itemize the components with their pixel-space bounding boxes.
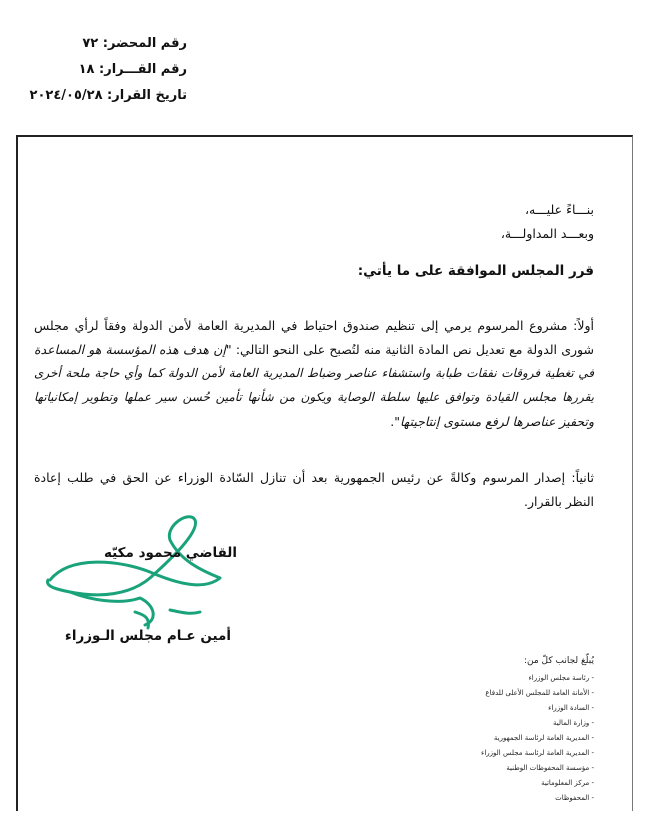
distribution-item: - الأمانة العامة للمجلس الأعلى للدفاع bbox=[485, 689, 594, 697]
item-one-line-5 bbox=[390, 414, 594, 429]
opening-line-2: وبعـــد المداولـــة، bbox=[500, 226, 594, 241]
distribution-item: - المديرية العامة لرئاسة الجمهورية bbox=[493, 734, 594, 742]
item-one-line-1: أولاً: مشروع المرسوم يرمي إلى تنظيم صندوق احتياط في المديرية العامة لأمن الدولة وفقاً لرأي مجلس bbox=[34, 318, 594, 333]
distribution-item: - السادة الوزراء bbox=[548, 704, 594, 712]
signatory-name: القاضي محمود مكيّه bbox=[103, 545, 237, 561]
item-two-line-2: النظر بالقرار. bbox=[524, 494, 594, 509]
item-one-quote-start: إن هدف هذه المؤسسة هو المساعدة bbox=[34, 342, 226, 357]
item-one-line-3: في تغطية فروقات نفقات طبابة واستشفاء عناصر وضباط المديرية العامة لأمن الدولة كما وأي حاجة ملحة أخرى bbox=[34, 366, 594, 380]
distribution-item: - المحفوظات bbox=[555, 794, 594, 802]
decision-number: رقم القـــرار: ١٨ bbox=[78, 62, 187, 77]
item-one-line-2 bbox=[34, 342, 594, 357]
signatory-title: أمين عـام مجلس الـوزراء bbox=[64, 628, 231, 644]
minutes-number: رقم المحضر: ٧٢ bbox=[82, 36, 187, 51]
item-two-line-1: ثانياً: إصدار المرسوم وكالةً عن رئيس الجمهورية بعد أن تنازل السّادة الوزراء عن الحق في طلب إعادة bbox=[34, 470, 594, 485]
decision-statement: قرر المجلس الموافقة على ما يأتي: bbox=[357, 263, 594, 279]
item-one-quote-end: وتحفيز عناصرها لرفع مستوى إنتاجيتها bbox=[400, 414, 594, 429]
item-one-line-2-text: شورى الدولة مع تعديل نص المادة الثانية منه لتُصبح على النحو التالي: " bbox=[225, 342, 594, 357]
opening-line-1: بنـــاءً عليـــه، bbox=[525, 202, 594, 217]
decision-date: تاريخ القرار: ٢٠٢٤/٠٥/٢٨ bbox=[29, 88, 187, 103]
distribution-item: - مؤسسة المحفوظات الوطنية bbox=[506, 764, 594, 772]
item-one-closing: ". bbox=[390, 414, 400, 429]
distribution-item: - وزارة المالية bbox=[553, 719, 594, 727]
item-one-line-4: يقررها مجلس القيادة وتوافق عليها سلطة الوصاية ويكون من شأنها تأمين حُسن سير عملها وتطوير إمكانياتها bbox=[34, 390, 594, 404]
distribution-item: - رئاسة مجلس الوزراء bbox=[528, 674, 594, 682]
distribution-heading: يُبلّغ لجانب كلّ من: bbox=[523, 656, 594, 666]
distribution-item: - المديرية العامة لرئاسة مجلس الوزراء bbox=[481, 749, 594, 757]
distribution-item: - مركز المعلوماتية bbox=[541, 779, 594, 787]
